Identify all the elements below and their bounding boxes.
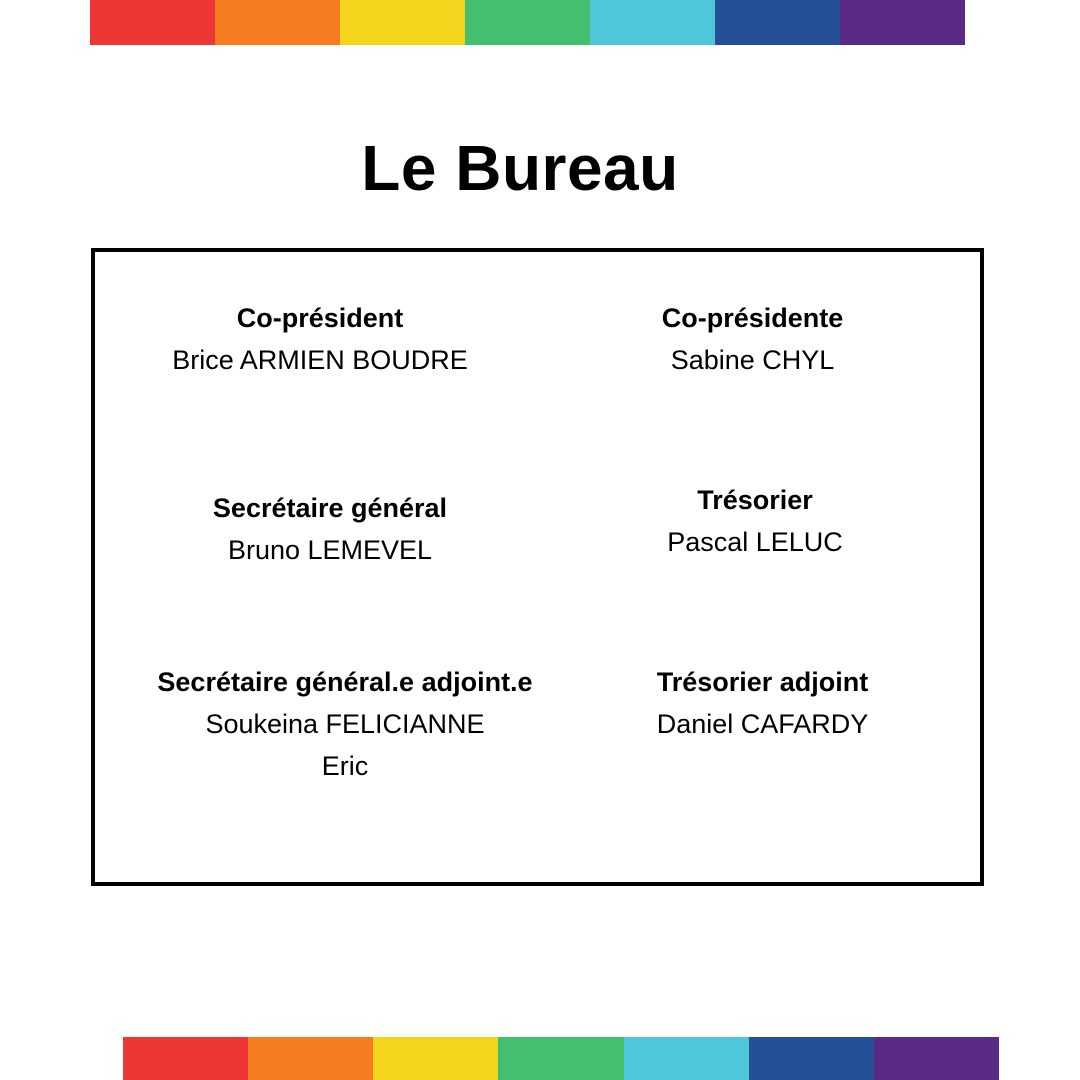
role-secretaire-adjoint [110,661,580,787]
stripe-blue [749,1037,874,1080]
stripe-red [90,0,215,45]
stripe-cyan [624,1037,749,1080]
page-title: Le Bureau [361,132,679,204]
board-frame [91,248,984,886]
role-title: Co-président [236,303,404,333]
role-title: Secrétaire général.e adjoint.e [157,667,533,697]
rainbow-stripe-bottom [123,1037,999,1080]
stripe-purple [874,1037,999,1080]
stripe-orange [248,1037,373,1080]
person-name: Soukeina FELICIANNE [205,709,485,739]
stripe-green [465,0,590,45]
stripe-orange [215,0,340,45]
person-name: Brice ARMIEN BOUDRE [172,345,468,375]
stripe-red [123,1037,248,1080]
role-secretaire-general [120,487,540,571]
role-co-presidente [555,297,950,381]
stripe-yellow [373,1037,498,1080]
person-name: Pascal LELUC [667,527,843,557]
stripe-blue [715,0,840,45]
person-name: Sabine CHYL [670,345,835,375]
role-tresorier-adjoint [575,661,950,745]
role-title: Trésorier [697,485,813,515]
person-name: Bruno LEMEVEL [227,535,433,565]
stripe-green [498,1037,623,1080]
role-title: Secrétaire général [212,493,448,523]
person-name: Eric [321,751,369,781]
role-title: Co-présidente [661,303,844,333]
role-co-president [115,297,525,381]
stripe-yellow [340,0,465,45]
role-title: Trésorier adjoint [656,667,869,697]
person-name: Daniel CAFARDY [656,709,869,739]
rainbow-stripe-top [90,0,965,45]
stripe-cyan [590,0,715,45]
role-tresorier [555,479,955,563]
stripe-purple [840,0,965,45]
